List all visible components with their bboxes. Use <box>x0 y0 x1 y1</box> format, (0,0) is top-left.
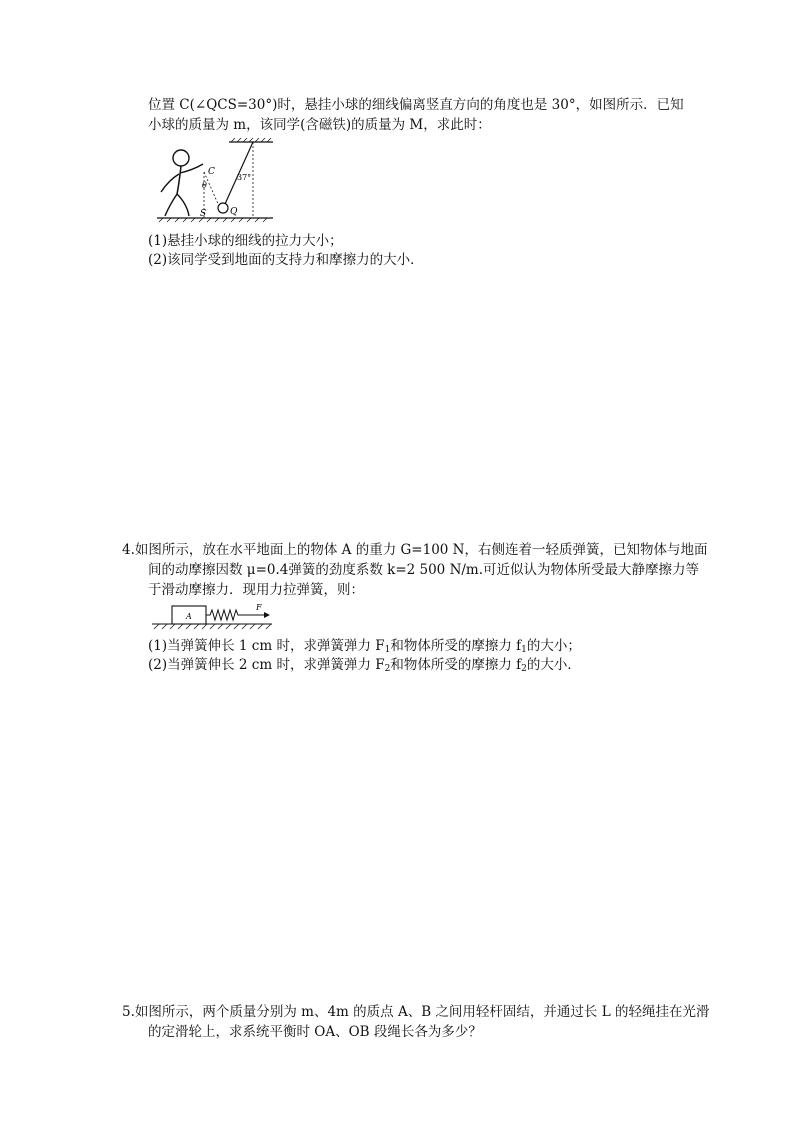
q3-subquestion-1: (1)悬挂小球的细线的拉力大小； <box>148 233 343 249</box>
q4-sub1-part-a: (1)当弹簧伸长 1 cm 时，求弹簧弹力 F <box>148 638 385 654</box>
q4-text-line-3: 于滑动摩擦力．现用力拉弹簧，则： <box>148 582 364 598</box>
label-c: C <box>208 167 215 177</box>
q5-text-line-2: 的定滑轮上，求系统平衡时 OA、OB 段绳长各为多少？ <box>148 1024 482 1040</box>
q3-subquestion-2: (2)该同学受到地面的支持力和摩擦力的大小． <box>148 252 424 268</box>
label-s: S <box>200 209 207 219</box>
q4-sub1-part-c: 和物体所受的摩擦力 f <box>390 638 522 654</box>
q3-text-line-2: 小球的质量为 m，该同学(含磁铁)的质量为 M，求此时： <box>148 117 491 133</box>
label-theta: θ <box>202 181 207 190</box>
q4-figure <box>150 600 275 632</box>
q5-text-line-1: 5.如图所示，两个质量分别为 m、4m 的质点 A、B 之间用轻杆固结，并通过长 L 的轻绳挂在光滑 <box>122 1004 710 1020</box>
q4-text-line-2: 间的动摩擦因数 μ=0.4弹簧的劲度系数 k=2 500 N/m.可近似认为物体所受最大静摩擦力等 <box>148 562 700 578</box>
q3-figure <box>155 136 285 226</box>
label-q: Q <box>230 207 238 217</box>
q4-sub2-part-e: 的大小． <box>526 657 581 673</box>
q4-sub2-part-a: (2)当弹簧伸长 2 cm 时，求弹簧弹力 F <box>148 657 385 673</box>
q4-sub2-sub-f: 2 <box>384 664 391 674</box>
label-angle: 37° <box>237 173 252 182</box>
q4-sub1-sub-f: 1 <box>384 645 391 655</box>
q3-text-line-1: 位置 C(∠QCS=30°)时，悬挂小球的细线偏离竖直方向的角度也是 30°，如图所示．已知 <box>148 97 684 113</box>
q4-sub2-sub-fric: 2 <box>521 664 527 674</box>
label-block-a: A <box>186 612 192 621</box>
q4-subquestion-2 <box>148 656 581 678</box>
label-force-f: F <box>256 603 262 612</box>
q4-text-line-1: 4.如图所示，放在水平地面上的物体 A 的重力 G=100 N，右侧连着一轻质弹簧，已知物体与地面 <box>122 542 708 558</box>
q4-sub1-sub-fric: 1 <box>521 645 527 655</box>
q4-sub1-part-e: 的大小； <box>526 638 581 654</box>
q4-sub2-part-c: 和物体所受的摩擦力 f <box>390 657 522 673</box>
